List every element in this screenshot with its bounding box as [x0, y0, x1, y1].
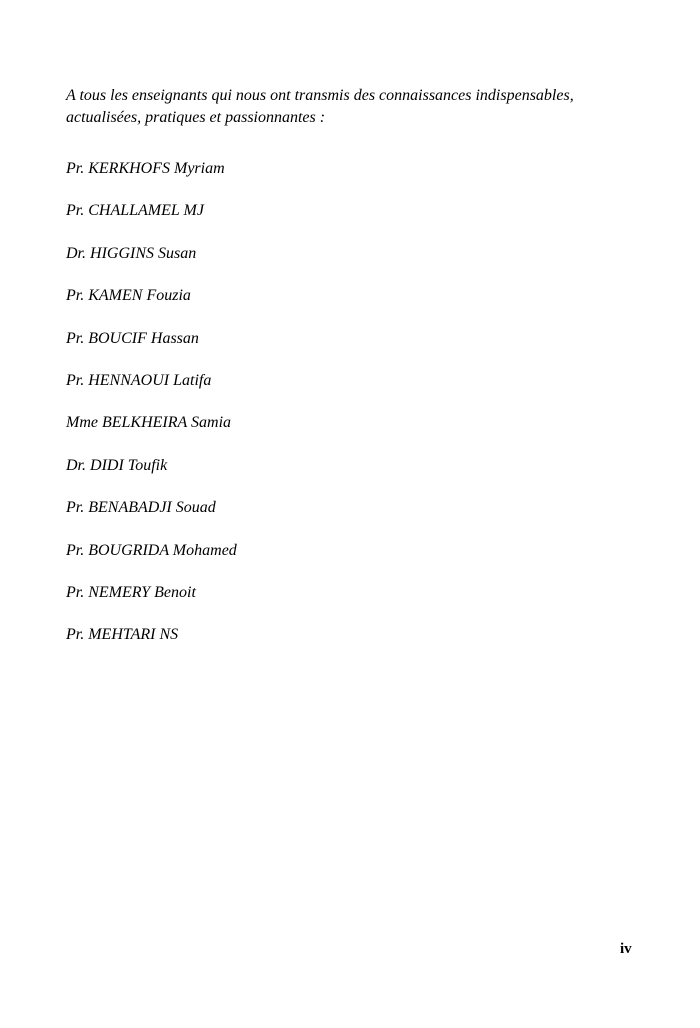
- intro-line-2: actualisées, pratiques et passionnantes :: [66, 109, 326, 126]
- teacher-name: Mme BELKHEIRA Samia: [66, 414, 232, 432]
- teacher-name: Dr. DIDI Toufik: [66, 456, 168, 474]
- teacher-name: Pr. BENABADJI Souad: [66, 499, 216, 517]
- teacher-name: Pr. BOUCIF Hassan: [66, 329, 199, 347]
- teacher-name: Pr. NEMERY Benoit: [66, 583, 196, 601]
- teacher-name: Dr. HIGGINS Susan: [66, 244, 197, 262]
- intro-line-1: A tous les enseignants qui nous ont transmis des connaissances indispensables,: [66, 87, 574, 104]
- teacher-name: Pr. CHALLAMEL MJ: [66, 202, 204, 220]
- teacher-name: Pr. KAMEN Fouzia: [66, 287, 191, 305]
- dedication-intro: [66, 85, 646, 129]
- teacher-name: Pr. MEHTARI NS: [66, 626, 179, 644]
- teacher-name: Pr. KERKHOFS Myriam: [66, 160, 225, 177]
- teacher-name: Pr. HENNAOUI Latifa: [66, 371, 212, 389]
- page-number: iv: [620, 941, 632, 957]
- teacher-list: [66, 158, 237, 667]
- teacher-name: Pr. BOUGRIDA Mohamed: [66, 541, 237, 559]
